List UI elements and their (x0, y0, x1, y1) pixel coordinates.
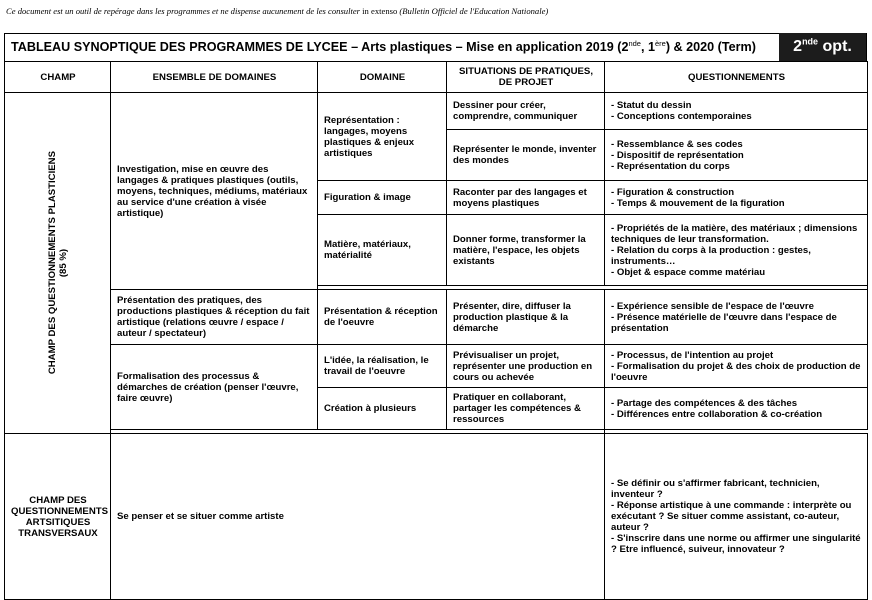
questions-matiere (605, 215, 868, 286)
header-domaine: DOMAINE (318, 62, 447, 93)
badge-main: 2 (793, 38, 803, 55)
badge-sup: nde (802, 36, 819, 47)
question-item: - Relation du corps à la production : gestes, instruments… (611, 244, 811, 267)
domaine-presentation: Présentation & réception de l'oeuvre (318, 290, 447, 345)
situation-previsualiser: Prévisualiser un projet, représenter une production en cours ou achevée (447, 345, 605, 388)
disclaimer-text: Ce document est un outil de repérage dans les programmes et ne dispense aucunement de les consulter (6, 6, 363, 16)
question-item: - Expérience sensible de l'espace de l'œuvre (611, 300, 814, 312)
question-item: - Objet & espace comme matériau (611, 266, 766, 278)
question-item: - Partage des compétences & des tâches (611, 397, 798, 409)
question-item: - Différences entre collaboration & co-création (611, 408, 823, 420)
header-ensemble: ENSEMBLE DE DOMAINES (111, 62, 318, 93)
title-mid: , 1 (640, 40, 655, 54)
questions-experience (605, 290, 868, 345)
question-item: - Se définir ou s'affirmer fabricant, technicien, inventeur ? (611, 478, 820, 500)
situation-presenter: Présenter, dire, diffuser la production plastique & la démarche (447, 290, 605, 345)
situation-donner-forme: Donner forme, transformer la matière, l'espace, les objets existants (447, 215, 605, 286)
domaine-idee: L'idée, la réalisation, le travail de l'oeuvre (318, 345, 447, 388)
table-row (5, 345, 868, 388)
level-badge (779, 33, 866, 61)
situation-raconter: Raconter par des langages et moyens plastiques (447, 181, 605, 215)
question-item: - Dispositif de représentation (611, 149, 744, 161)
questions-partage (605, 388, 868, 430)
disclaimer-extenso: in extenso (362, 6, 398, 16)
question-item: - Représentation du corps (611, 160, 730, 172)
table-row (5, 434, 868, 600)
question-item: - Ressemblance & ses codes (611, 138, 743, 150)
questions-ressemblance (605, 130, 868, 181)
header-situations: SITUATIONS DE PRATIQUES, DE PROJET (447, 62, 605, 93)
champ-plasticiens (47, 151, 69, 374)
questions-figuration (605, 181, 868, 215)
situation-dessiner: Dessiner pour créer, comprendre, communiquer (447, 93, 605, 130)
question-item: - Figuration & construction (611, 186, 735, 198)
title-text: TABLEAU SYNOPTIQUE DES PROGRAMMES DE LYCEE – Arts plastiques – Mise en application 2019 (2 (11, 40, 629, 54)
questions-dessin (605, 93, 868, 130)
question-item: - Réponse artistique à une commande : interprète ou exécutant ? Se situer comme assistant, co-auteur, auteur ? (611, 500, 852, 533)
ensemble-formalisation: Formalisation des processus & démarches de création (penser l'œuvre, faire œuvre) (111, 345, 318, 430)
champ-plasticiens-label: CHAMP DES QUESTIONNEMENTS PLASTICIENS (47, 151, 58, 375)
title-end: ) & 2020 (Term) (665, 40, 756, 54)
question-item: - Formalisation du projet & des choix de production de l'oeuvre (611, 360, 861, 383)
question-item: - Présence matérielle de l'œuvre dans l'espace de présentation (611, 311, 837, 334)
title-bar (4, 33, 867, 61)
ensemble-se-penser: Se penser et se situer comme artiste (111, 434, 605, 600)
domaine-representation: Représentation : langages, moyens plastiques & enjeux artistiques (318, 93, 447, 181)
synoptic-table (4, 61, 868, 600)
page-title (11, 34, 756, 61)
question-item: - Processus, de l'intention au projet (611, 349, 774, 361)
badge-tail: opt. (818, 38, 852, 55)
champ-plasticiens-percent: (85 %) (58, 248, 69, 278)
header-questionnements: QUESTIONNEMENTS (605, 62, 868, 93)
header-champ: CHAMP (5, 62, 111, 93)
domaine-figuration: Figuration & image (318, 181, 447, 215)
question-item: - Temps & mouvement de la figuration (611, 197, 785, 209)
champ-plasticiens-cell (5, 93, 111, 434)
ensemble-presentation: Présentation des pratiques, des productions plastiques & réception du fait artistique (relations œuvre / espace / auteur / spectateur) (111, 290, 318, 345)
title-sup-nde: nde (628, 38, 641, 48)
domaine-creation-plusieurs: Création à plusieurs (318, 388, 447, 430)
questions-transversaux (605, 434, 868, 600)
header-row (5, 62, 868, 93)
question-item: - Conceptions contemporaines (611, 111, 752, 122)
domaine-matiere: Matière, matériaux, matérialité (318, 215, 447, 286)
table-row (5, 290, 868, 345)
disclaimer-note (6, 6, 548, 16)
question-item: - Statut du dessin (611, 100, 692, 111)
ensemble-investigation: Investigation, mise en œuvre des langages & pratiques plastiques (outils, moyens, techniques, médiums, matériaux au service d'une création à visée artistique) (111, 93, 318, 290)
title-sup-ere: ère (655, 38, 666, 48)
question-item: - Propriétés de la matière, des matériaux ; dimensions techniques de leur transformation. (611, 222, 858, 245)
champ-transversaux: CHAMP DES QUESTIONNEMENTS ARTSITIQUES TRANSVERSAUX (5, 434, 111, 600)
situation-representer: Représenter le monde, inventer des mondes (447, 130, 605, 181)
question-item: - S'inscrire dans une norme ou affirmer une singularité ? Etre influencé, suiveur, innovateur ? (611, 533, 861, 555)
disclaimer-source: (Bulletin Officiel de l'Education Nationale) (397, 6, 549, 16)
table-row (5, 93, 868, 130)
situation-collaborer: Pratiquer en collaborant, partager les compétences & ressources (447, 388, 605, 430)
questions-processus (605, 345, 868, 388)
